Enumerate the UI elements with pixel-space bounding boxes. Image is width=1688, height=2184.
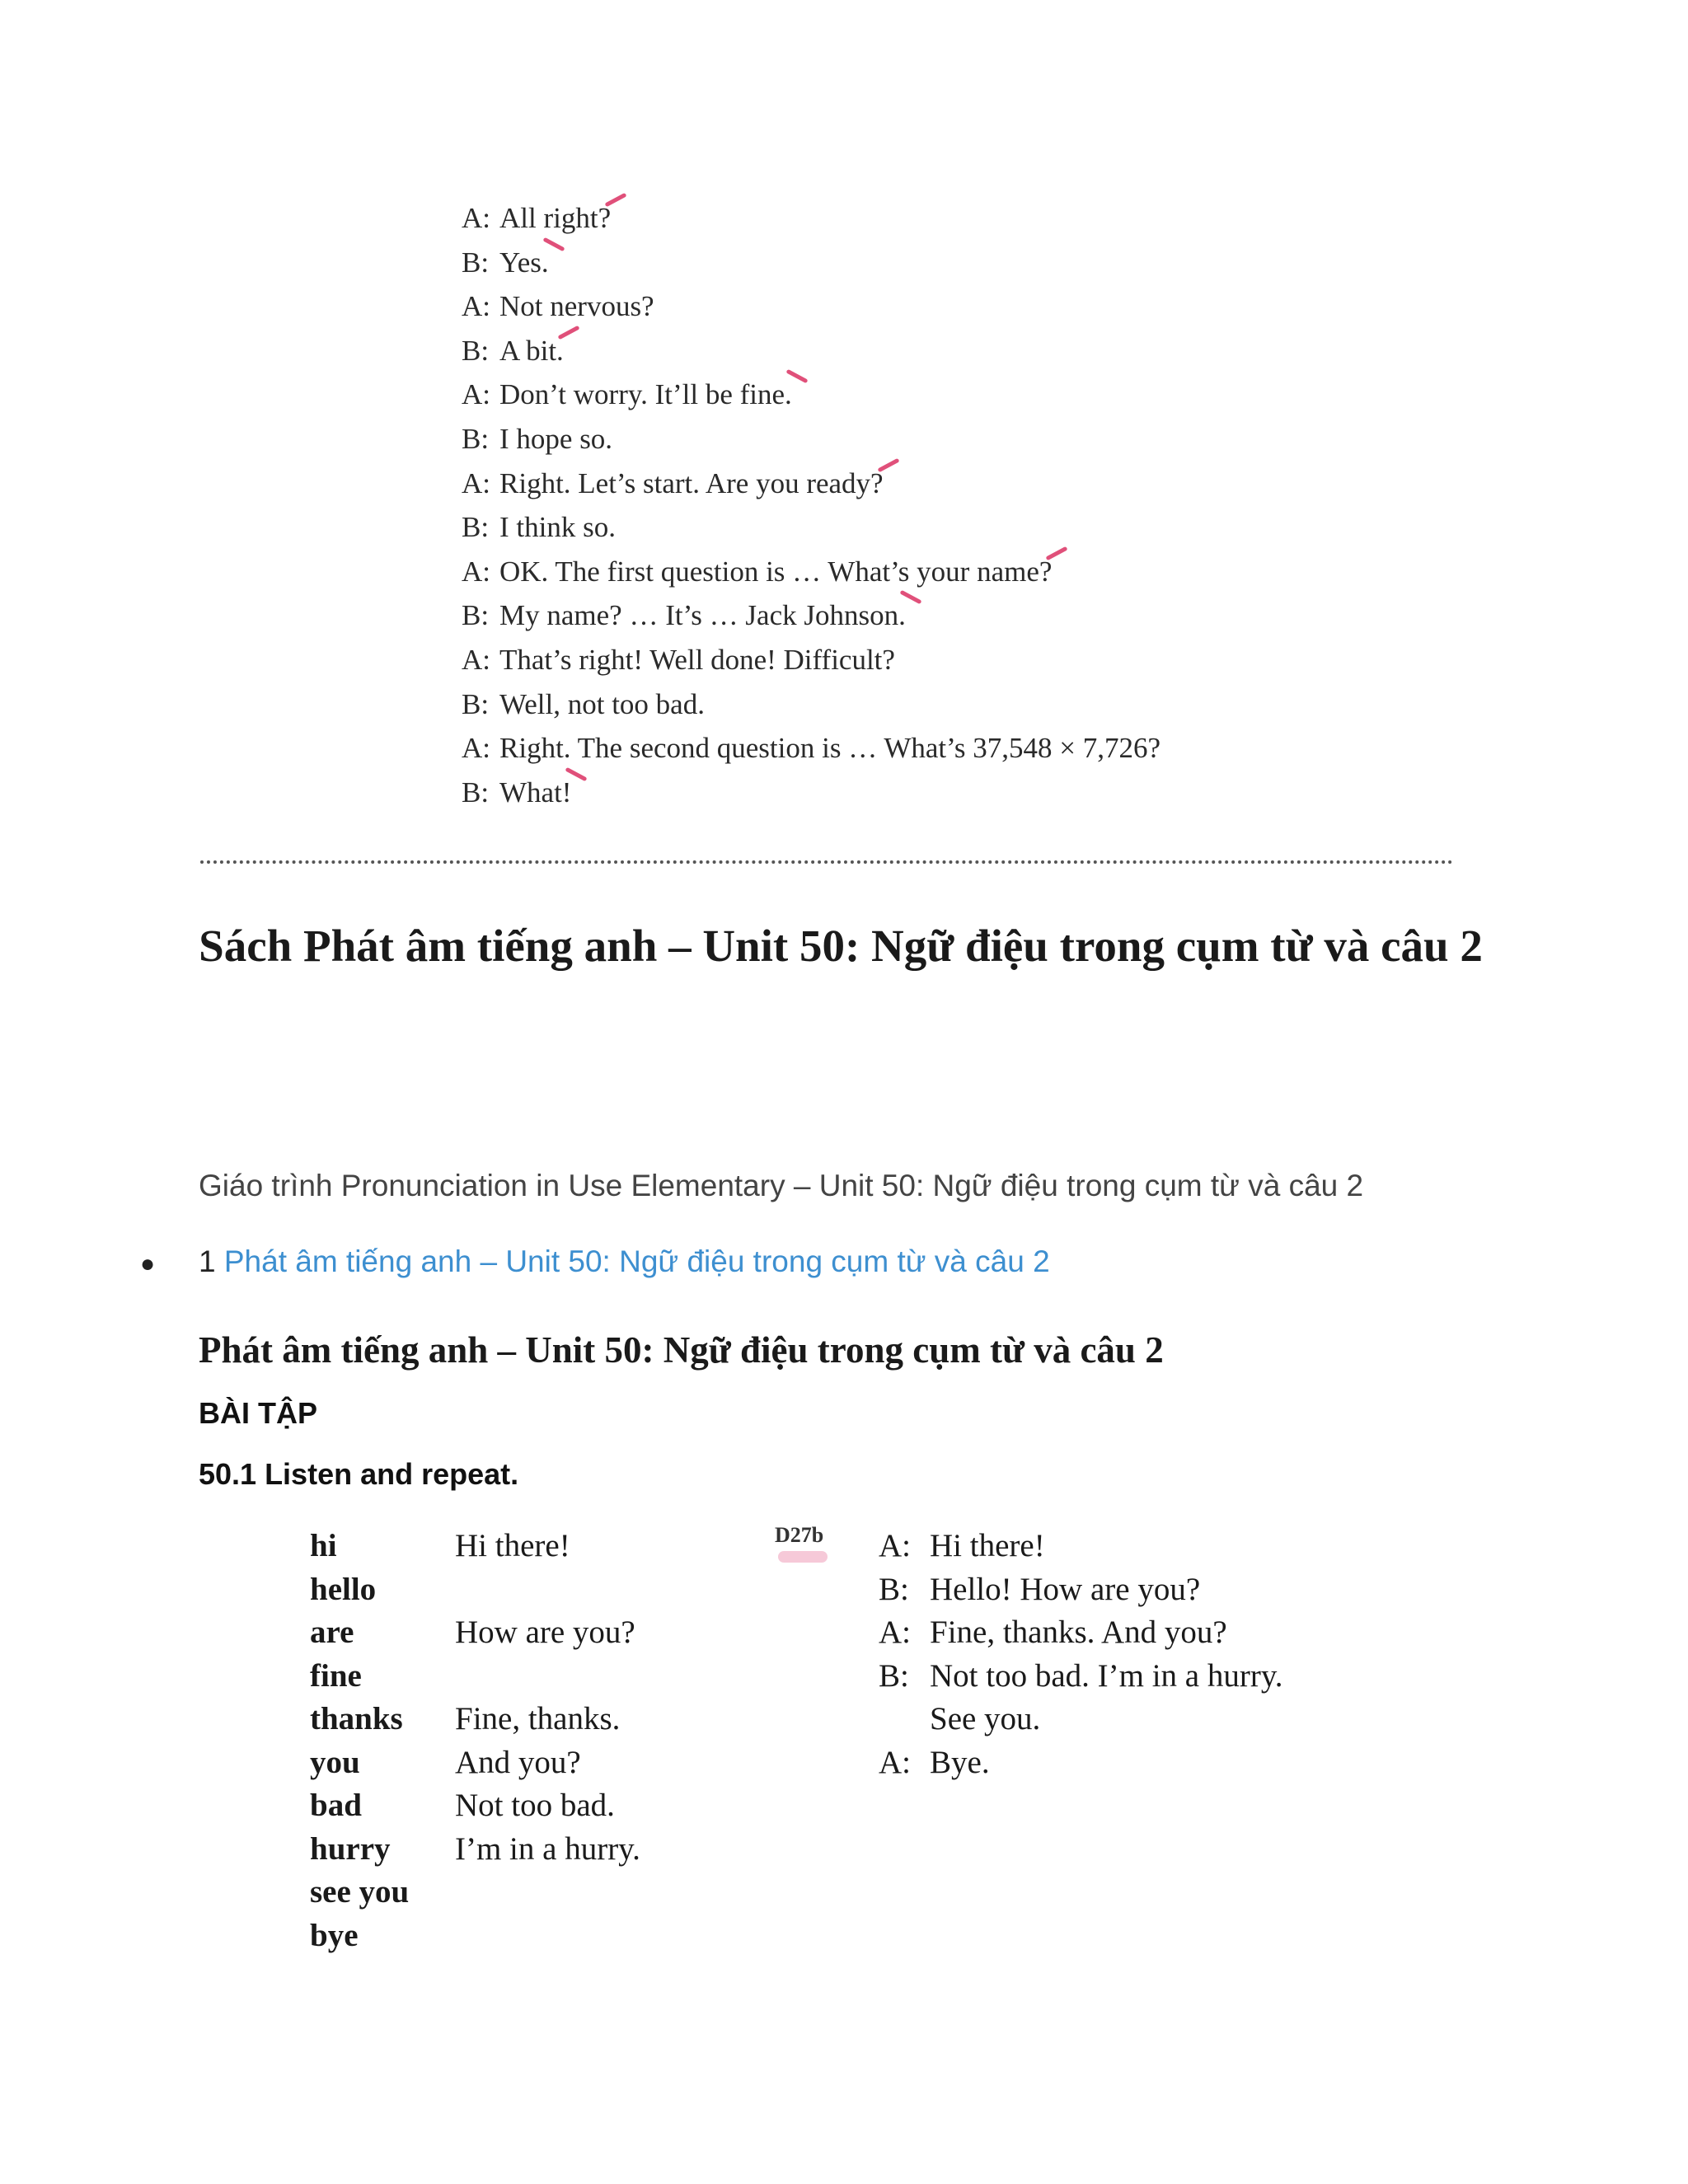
list-item: bye (310, 1917, 359, 1953)
dialogue-line: A: Hi there! (879, 1528, 1045, 1563)
list-item: thanks (310, 1701, 403, 1736)
dialogue-line: A: Not nervous? (462, 290, 654, 323)
toc-link[interactable]: Phát âm tiếng anh – Unit 50: Ngữ điệu trong cụm từ và câu 2 (223, 1244, 1050, 1278)
dialogue-line: B: What! (462, 776, 572, 808)
dialogue-line: A: Bye. (879, 1744, 990, 1780)
list-item: Fine, thanks. (455, 1701, 621, 1736)
exercise-phrase-list (455, 1525, 640, 1871)
section-heading: Phát âm tiếng anh – Unit 50: Ngữ điệu trong cụm từ và câu 2 (199, 1329, 1164, 1371)
page-title: Sách Phát âm tiếng anh – Unit 50: Ngữ điệu trong cụm từ và câu 2 (199, 921, 1483, 971)
dialogue-line: B: Not too bad. I’m in a hurry. (879, 1657, 1283, 1694)
dialogue-line: B: I hope so. (462, 422, 613, 455)
list-item: And you? (455, 1744, 581, 1780)
dialogue-line: A: Right. Let’s start. Are you ready? (462, 466, 884, 499)
bullet-icon: ● (140, 1250, 156, 1277)
list-item: I’m in a hurry. (455, 1830, 640, 1867)
toc-number: 1 (199, 1244, 216, 1278)
table-of-contents (140, 1244, 1050, 1279)
dialogue-line: B: Yes. (462, 246, 549, 279)
dialogue-line: A: Don’t worry. It’ll be fine. (462, 378, 792, 411)
exercise-dialogue (879, 1525, 1283, 1784)
dialogue-line: A: Right. The second question is … What’s 37,548 × 7,726? (462, 732, 1160, 765)
section-label: BÀI TẬP (199, 1396, 317, 1430)
list-item: hi (310, 1528, 337, 1563)
list-item: fine (310, 1657, 362, 1694)
list-item: Not too bad. (455, 1788, 615, 1823)
list-item: How are you? (455, 1615, 635, 1650)
dialogue-line: B: I think so. (462, 511, 616, 544)
dialogue-image-top (462, 196, 1160, 814)
dialogue-line: B: Well, not too bad. (462, 687, 705, 720)
dialogue-line: A: All right? (462, 202, 612, 234)
list-item: bad (310, 1788, 362, 1823)
dialogue-line: B: A bit. (462, 334, 564, 367)
exercise-title: 50.1 Listen and repeat. (199, 1457, 519, 1491)
list-item: hello (310, 1571, 377, 1607)
dialogue-line: A: OK. The first question is … What’s your name? (462, 555, 1053, 588)
list-item (455, 1655, 640, 1699)
dialogue-line: B: My name? … It’s … Jack Johnson. (462, 599, 906, 632)
dialogue-line: See you. (930, 1701, 1041, 1736)
dialogue-line: B: Hello! How are you? (879, 1571, 1201, 1607)
list-item: see you (310, 1874, 410, 1910)
exercise-word-list (310, 1525, 409, 1957)
list-item: Hi there! (455, 1528, 570, 1563)
list-item: hurry (310, 1830, 391, 1867)
list-item: are (310, 1615, 354, 1650)
page-subtitle: Giáo trình Pronunciation in Use Elementary – Unit 50: Ngữ điệu trong cụm từ và câu 2 (199, 1169, 1364, 1202)
audio-track-code: D27b (775, 1523, 824, 1547)
dialogue-line: A: Fine, thanks. And you? (879, 1615, 1227, 1650)
dotted-divider (200, 860, 1453, 864)
list-item: you (310, 1744, 360, 1780)
list-item (455, 1568, 640, 1612)
dialogue-line: A: That’s right! Well done! Difficult? (462, 643, 895, 676)
